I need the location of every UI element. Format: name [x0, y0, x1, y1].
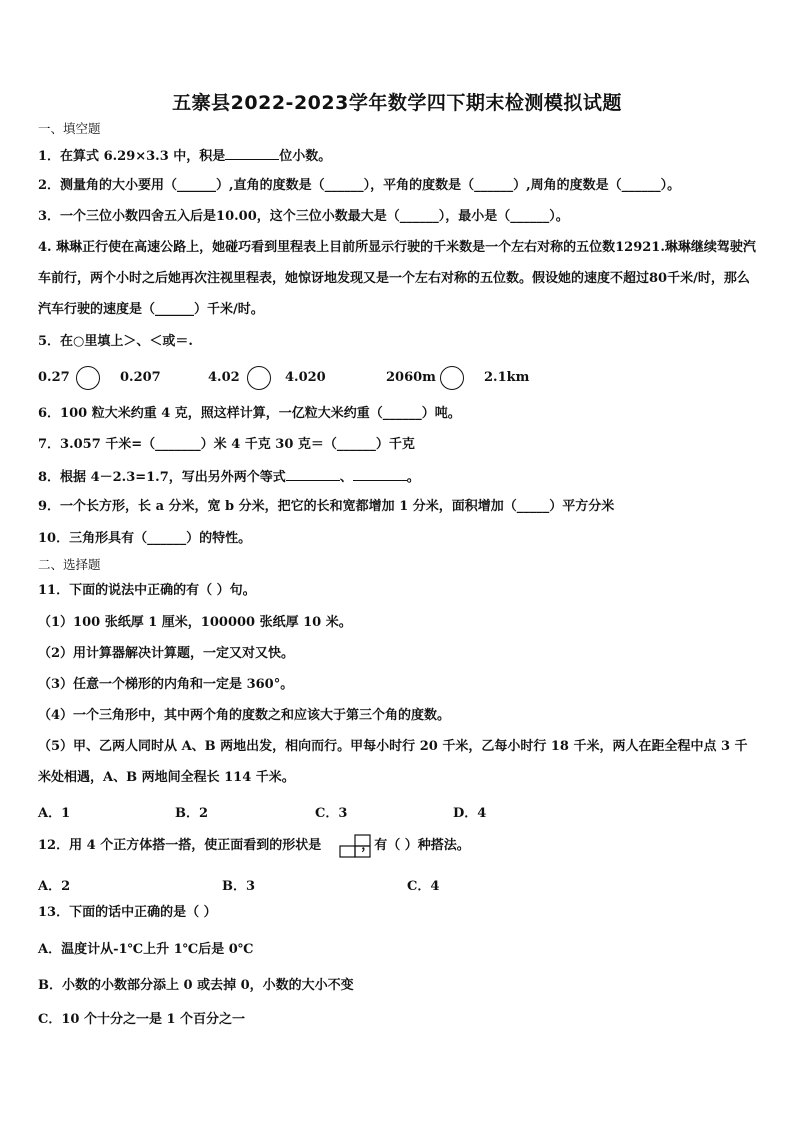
front-view-shape-icon — [339, 834, 371, 858]
q11-option-a[interactable]: A．1 — [38, 806, 71, 821]
q12-text-end: ，有（ ）种搭法。 — [361, 838, 470, 853]
question-4: 4. 琳琳正行使在高速公路上，她碰巧看到里程表上目前所显示行驶的千米数是一个左右对称的五位数12921.琳琳继续驾驶汽车前行，两个小时之后她再次注视里程表，她惊讶地发现又是一个左右对称的五位数。假设她的速度不超过80千米/时，那么汽车行驶的速度是（______）千米/时。 — [38, 240, 756, 317]
q5-circle-1[interactable] — [76, 366, 100, 390]
q13-option-c[interactable]: C．10 个十分之一是 1 个百分之一 — [38, 1012, 246, 1027]
q5-value-b1: 4.02 — [208, 370, 240, 385]
question-10: 10．三角形具有（______）的特性。 — [38, 531, 252, 546]
q11-option-d[interactable]: D．4 — [453, 806, 487, 821]
section-heading-fill-in: 一、填空题 — [38, 121, 101, 136]
question-13: 13．下面的话中正确的是（ ） — [38, 905, 217, 920]
q11-option-c[interactable]: C．3 — [315, 806, 348, 821]
question-1 — [38, 147, 331, 165]
q13-option-b[interactable]: B．小数的小数部分添上 0 或去掉 0，小数的大小不变 — [38, 978, 354, 993]
page-title: 五寨县2022-2023学年数学四下期末检测模拟试题 — [172, 92, 622, 114]
q1-blank[interactable] — [225, 147, 279, 160]
q5-circle-2[interactable] — [247, 366, 271, 390]
q8-text-end: 。 — [406, 470, 420, 485]
q1-text: 1．在算式 6.29×3.3 中，积是 — [38, 149, 226, 164]
question-3: 3．一个三位小数四舍五入后是10.00，这个三位小数最大是（______），最小是（______）。 — [38, 209, 569, 224]
question-11: 11．下面的说法中正确的有（ ）句。 — [38, 583, 256, 598]
q12-option-a[interactable]: A．2 — [38, 879, 71, 894]
q8-separator: 、 — [339, 470, 353, 485]
section-heading-choice: 二、选择题 — [38, 557, 101, 572]
q11-statement-4: （4）一个三角形中，其中两个角的度数之和应该大于第三个角的度数。 — [38, 708, 451, 723]
q11-statement-5: （5）甲、乙两人同时从 A、B 两地出发，相向而行。甲每小时行 20 千米，乙每小时行 18 千米，两人在距全程中点 3 千米处相遇，A、B 两地间全程长 114 千米。 — [38, 739, 748, 785]
q8-blank-2[interactable] — [353, 468, 407, 481]
question-7: 7．3.057 千米=（_______）米 4 千克 30 克＝（______）千克 — [38, 437, 415, 452]
q1-text-end: 位小数。 — [279, 149, 332, 164]
q5-value-c1: 2060m — [386, 370, 436, 385]
q5-comparisons — [0, 366, 794, 390]
question-8 — [38, 468, 420, 486]
q5-value-c2: 2.1km — [484, 370, 530, 385]
question-12 — [38, 838, 470, 854]
question-6: 6．100 粒大米约重 4 克，照这样计算，一亿粒大米约重（______）吨。 — [38, 406, 461, 421]
q12-option-c[interactable]: C．4 — [407, 879, 440, 894]
q5-value-b2: 4.020 — [285, 370, 326, 385]
q13-option-a[interactable]: A．温度计从-1℃上升 1℃后是 0℃ — [38, 942, 254, 957]
question-2: 2．测量角的大小要用（______）,直角的度数是（______），平角的度数是（______）,周角的度数是（______）。 — [38, 178, 681, 193]
q8-blank-1[interactable] — [286, 468, 340, 481]
q8-text: 8．根据 4－2.3=1.7，写出另外两个等式 — [38, 470, 286, 485]
question-9: 9．一个长方形，长 a 分米，宽 b 分米，把它的长和宽都增加 1 分米，面积增加（_____）平方分米 — [38, 499, 615, 514]
q11-statement-2: （2）用计算器解决计算题，一定又对又快。 — [38, 646, 295, 661]
q11-statement-1: （1）100 张纸厚 1 厘米，100000 张纸厚 10 米。 — [38, 615, 352, 630]
q5-circle-3[interactable] — [440, 366, 464, 390]
q5-value-a1: 0.27 — [38, 370, 70, 385]
q12-text: 12．用 4 个正方体搭一搭，使正面看到的形状是 — [38, 838, 322, 853]
q11-statement-3: （3）任意一个梯形的内角和一定是 360°。 — [38, 677, 294, 692]
q12-option-b[interactable]: B．3 — [222, 879, 256, 894]
question-5: 5．在○里填上＞、＜或＝. — [38, 334, 193, 349]
q5-value-a2: 0.207 — [120, 370, 161, 385]
q11-option-b[interactable]: B．2 — [175, 806, 209, 821]
